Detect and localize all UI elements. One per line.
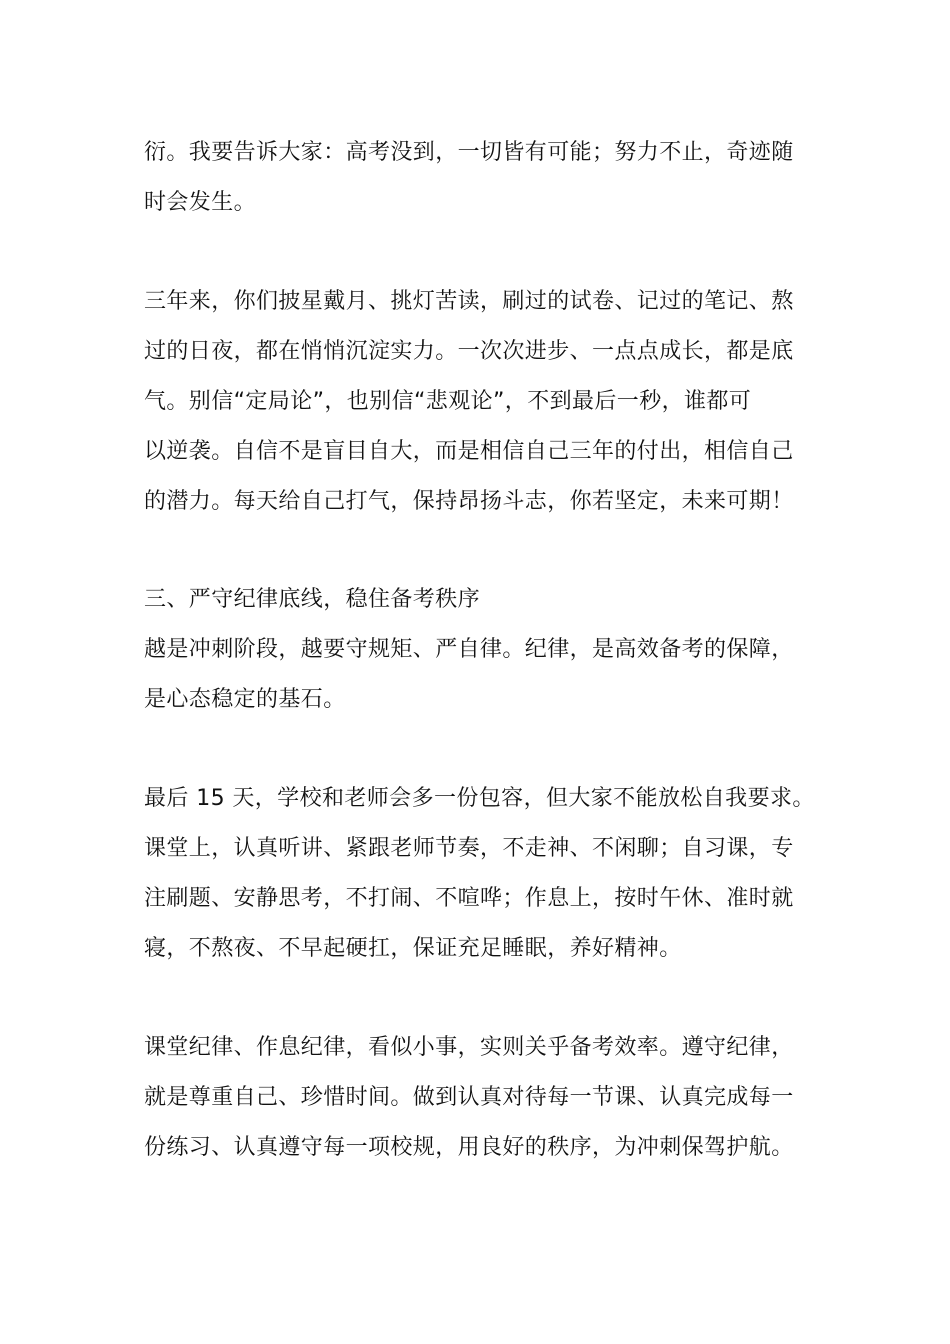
- paragraph-line: 的潜力。每天给自己打气，保持昂扬斗志，你若坚定，未来可期！: [144, 489, 794, 514]
- paragraph-line: 三年来，你们披星戴月、挑灯苦读，刷过的试卷、记过的笔记、熬: [144, 289, 794, 314]
- paragraph-line: 越是冲刺阶段，越要守规矩、严自律。纪律，是高效备考的保障，: [144, 637, 794, 662]
- paragraph-line: 衍。我要告诉大家：高考没到，一切皆有可能；努力不止，奇迹随: [144, 140, 794, 165]
- paragraph-line: 气。别信“定局论”，也别信“悲观论”，不到最后一秒，谁都可: [144, 389, 752, 414]
- paragraph-1: [144, 128, 814, 228]
- paragraph-line: 最后 15 天，学校和老师会多一份包容，但大家不能放松自我要求。: [144, 786, 815, 811]
- paragraph-line: 时会发生。: [144, 190, 257, 215]
- paragraph-4: [144, 774, 814, 974]
- paragraph-line: 寝，不熬夜、不早起硬扛，保证充足睡眠，养好精神。: [144, 936, 682, 961]
- paragraph-line: 就是尊重自己、珍惜时间。做到认真对待每一节课、认真完成每一: [144, 1085, 794, 1110]
- paragraph-line: 份练习、认真遵守每一项校规，用良好的秩序，为冲刺保驾护航。: [144, 1135, 794, 1160]
- paragraph-line: 注刷题、安静思考，不打闹、不喧哗；作息上，按时午休、准时就: [144, 886, 794, 911]
- paragraph-line: 过的日夜，都在悄悄沉淀实力。一次次进步、一点点成长，都是底: [144, 339, 794, 364]
- paragraph-line: 课堂上，认真听讲、紧跟老师节奏，不走神、不闲聊；自习课，专: [144, 836, 794, 861]
- section-3: [144, 575, 814, 725]
- paragraph-line: 课堂纪律、作息纪律，看似小事，实则关乎备考效率。遵守纪律，: [144, 1035, 794, 1060]
- paragraph-2: [144, 277, 814, 527]
- paragraph-line: 以逆袭。自信不是盲目自大，而是相信自己三年的付出，相信自己: [144, 439, 794, 464]
- paragraph-5: [144, 1023, 814, 1173]
- paragraph-line: 是心态稳定的基石。: [144, 687, 346, 712]
- section-heading: 三、严守纪律底线，稳住备考秩序: [144, 587, 481, 612]
